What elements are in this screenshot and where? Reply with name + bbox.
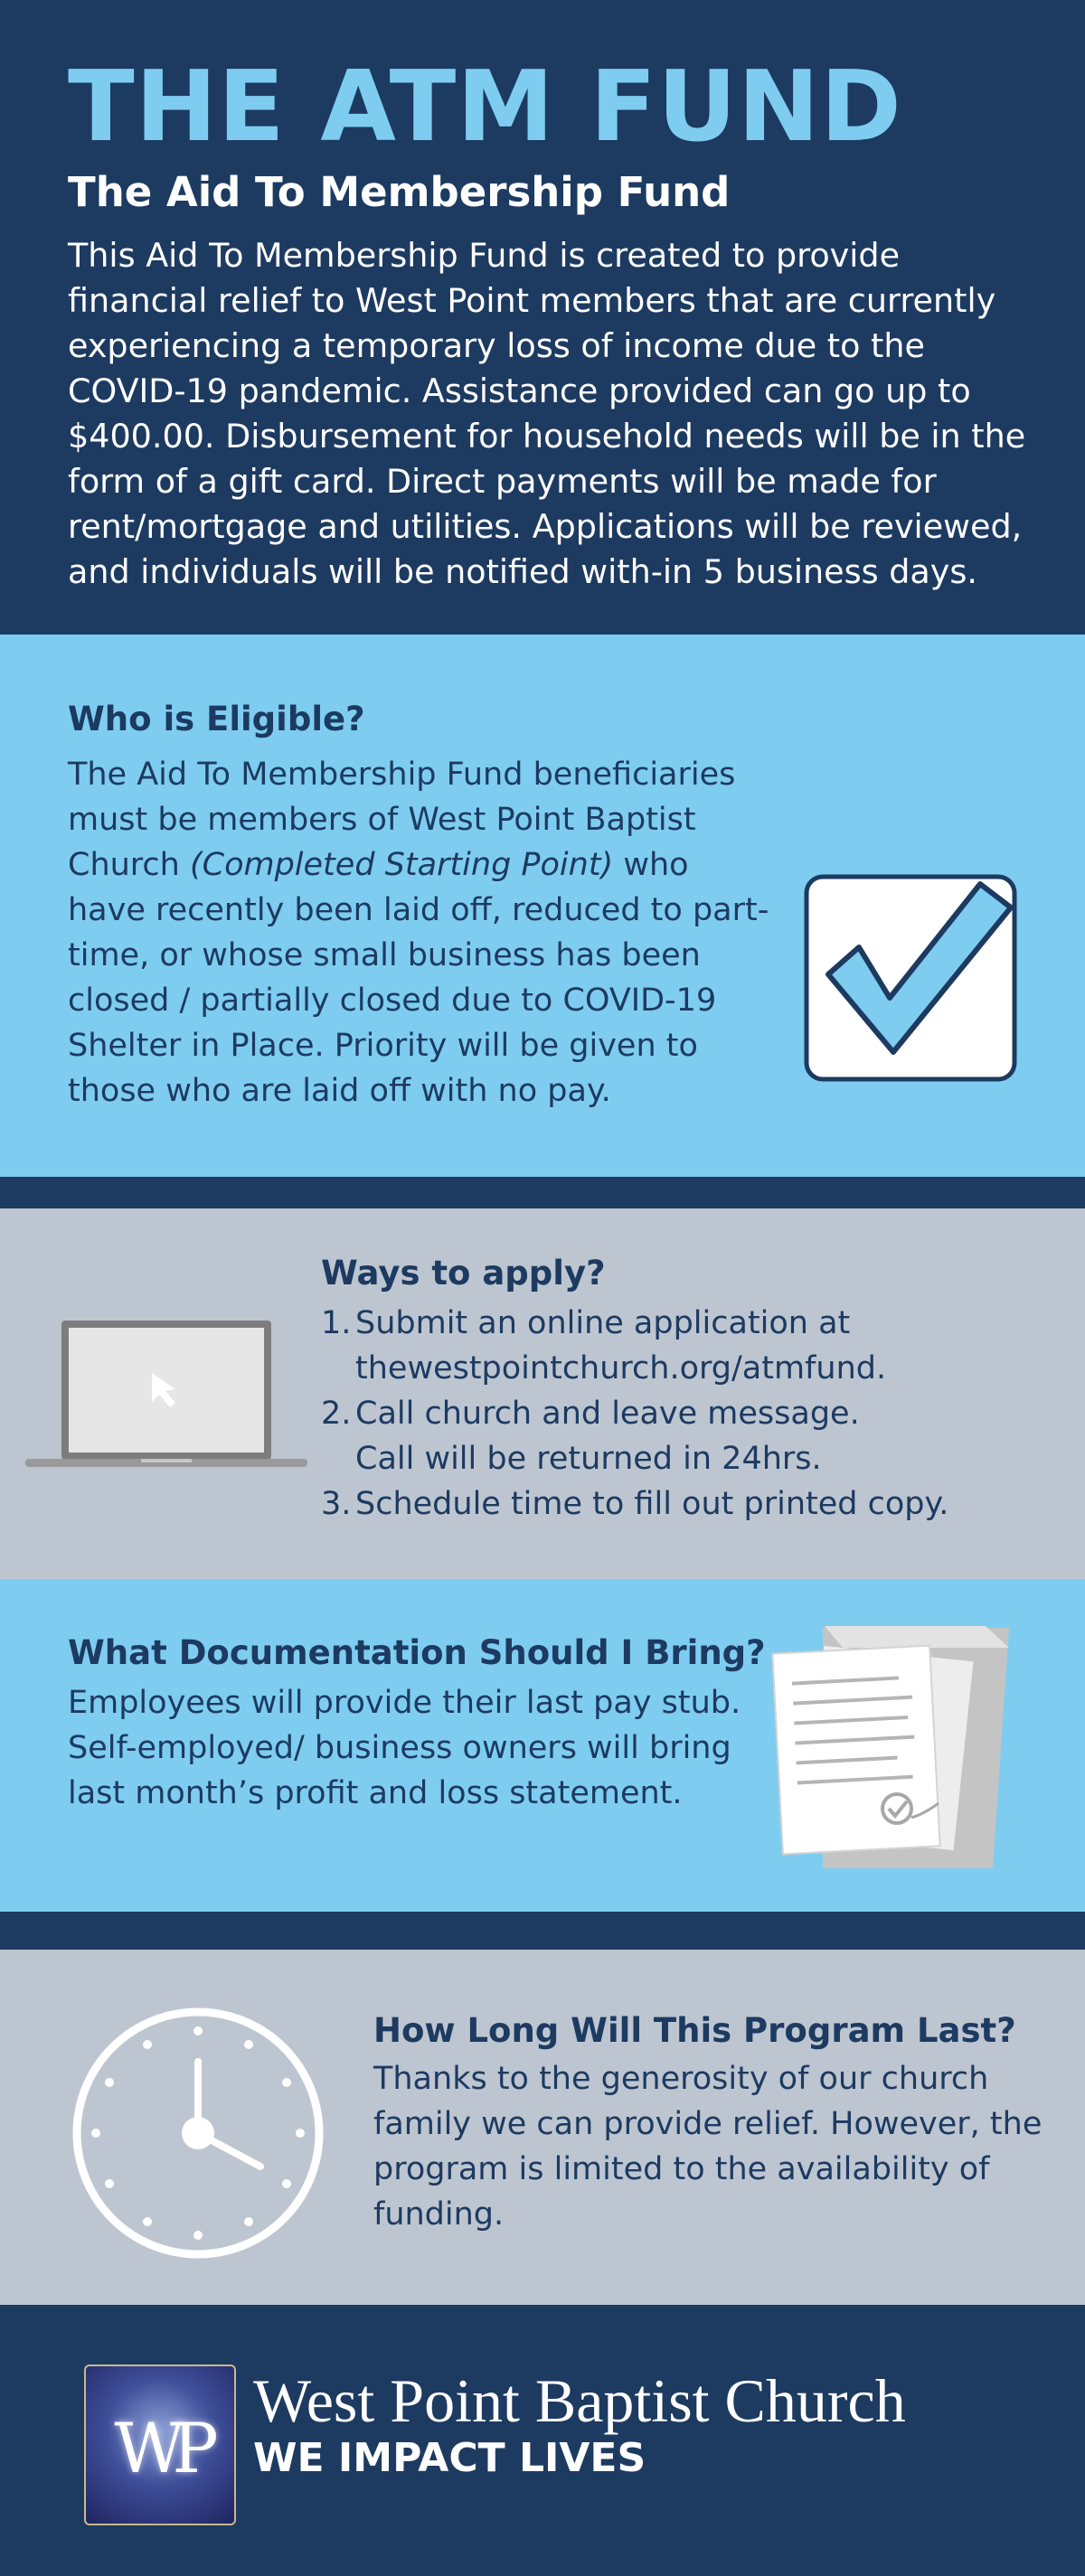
documentation-heading: What Documentation Should I Bring? — [68, 1633, 766, 1672]
program-duration-heading: How Long Will This Program Last? — [373, 2011, 1016, 2050]
eligibility-text-italic: (Completed Starting Point) — [189, 847, 614, 883]
apply-steps-list — [321, 1301, 1071, 1527]
apply-step-number: 1. — [321, 1305, 352, 1341]
apply-step-line: Call will be returned in 24hrs. — [355, 1441, 822, 1477]
apply-step — [321, 1301, 1071, 1391]
eligibility-text — [68, 752, 773, 1114]
documents-icon — [770, 1617, 1018, 1879]
apply-step-number: 3. — [321, 1486, 352, 1522]
apply-section — [0, 1208, 1085, 1579]
apply-step-text — [355, 1301, 886, 1391]
page-subtitle: The Aid To Membership Fund — [68, 168, 731, 216]
checkbox-icon — [803, 873, 1018, 1083]
apply-step-link[interactable]: thewestpointchurch.org/atmfund. — [355, 1350, 887, 1387]
eligibility-section — [0, 635, 1085, 1177]
apply-step-number: 2. — [321, 1396, 352, 1432]
apply-step-line: Call church and leave message. — [355, 1396, 860, 1432]
documentation-text: Employees will provide their last pay stub. Self-employed/ business owners will bring last month’s profit and loss statement. — [68, 1685, 741, 1811]
documentation-section — [0, 1579, 1085, 1912]
apply-heading: Ways to apply? — [321, 1254, 606, 1293]
church-logo — [84, 2364, 236, 2525]
eligibility-heading: Who is Eligible? — [68, 700, 365, 738]
apply-step-line: Submit an online application at — [355, 1305, 851, 1341]
church-logo-letters: WP — [114, 2408, 206, 2488]
apply-step — [321, 1481, 1071, 1527]
apply-step-text — [355, 1391, 860, 1481]
program-duration-text: Thanks to the generosity of our church family we can provide relief. However, the program is limited to the availability of funding. — [373, 2061, 1043, 2233]
footer-section — [0, 2305, 1085, 2576]
apply-step-text — [355, 1481, 948, 1527]
eligibility-text-start: The Aid To Membership Fund beneficiaries must be members of West Point Baptist Church — [68, 757, 736, 883]
intro-paragraph: This Aid To Membership Fund is created to provide financial relief to West Point members that are currently experiencing a temporary loss of income due to the COVID-19 pandemic. Assistance provided can go up to $400.00. Disbursement for household needs will be in the form of a gift card. Direct payments will be made for rent/mortgage and utilities. Applications will be reviewed, and individuals will be notified with-in 5 business days. — [68, 236, 1026, 591]
eligibility-text-end: who have recently been laid off, reduced to part-time, or whose small business has been closed / partially closed due to COVID-19 Shelter in Place. Priority will be given to those who are laid off with no pay. — [68, 847, 769, 1109]
clock-icon — [71, 2006, 326, 2261]
program-duration-section — [0, 1950, 1085, 2305]
header-section — [0, 0, 1085, 635]
page-title: THE ATM FUND — [68, 51, 902, 164]
apply-step — [321, 1391, 1071, 1481]
apply-step-line: Schedule time to fill out printed copy. — [355, 1486, 949, 1522]
church-name: West Point Baptist Church — [253, 2366, 906, 2435]
laptop-icon — [25, 1317, 307, 1472]
church-tagline: WE IMPACT LIVES — [253, 2435, 646, 2481]
